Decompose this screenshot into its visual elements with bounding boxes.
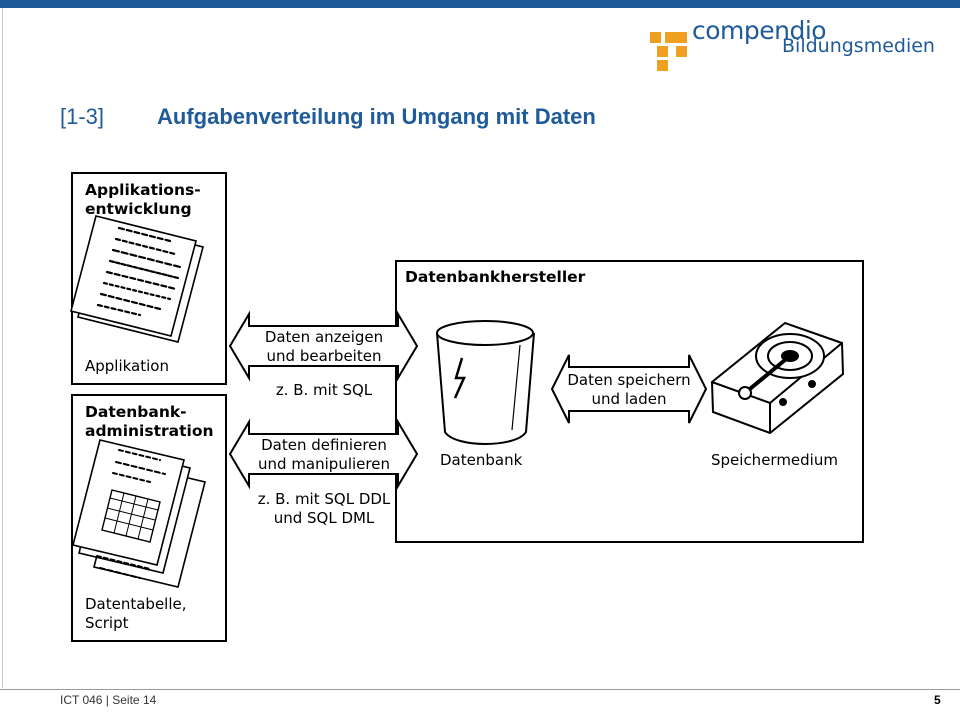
application-development-title: Applikations- entwicklung — [85, 181, 201, 218]
database-vendor-title: Datenbankhersteller — [405, 268, 586, 286]
page-number: 5 — [934, 693, 941, 707]
arrow-display-edit-note: z. B. mit SQL — [275, 381, 373, 399]
footer-text: ICT 046 | Seite 14 — [60, 693, 157, 707]
brand-name: compendio — [692, 16, 827, 45]
table-document-icon — [73, 440, 205, 587]
slide-title: Aufgabenverteilung im Umgang mit Daten — [157, 104, 596, 129]
arrow-store-load-label: Daten speichern und laden — [567, 371, 691, 408]
hard-disk-icon — [712, 323, 843, 433]
document-icon — [71, 216, 203, 342]
arrow-display-edit-label: Daten anzeigen und bearbeiten — [264, 328, 384, 365]
storage-medium-label: Speichermedium — [711, 451, 838, 469]
database-label: Datenbank — [440, 451, 523, 469]
database-administration-title: Datenbank- administration — [85, 403, 214, 440]
brand-subtitle: Bildungsmedien — [782, 35, 935, 57]
data-table-script-caption: Datentabelle, Script — [85, 595, 187, 632]
footer-divider — [0, 689, 960, 690]
application-caption: Applikation — [85, 357, 169, 375]
database-cylinder-icon — [437, 321, 534, 444]
arrow-define-manipulate-note: z. B. mit SQL DDL und SQL DML — [257, 490, 391, 527]
arrow-define-manipulate-label: Daten definieren und manipulieren — [258, 436, 390, 473]
slide-number: [1-3] — [60, 104, 105, 129]
